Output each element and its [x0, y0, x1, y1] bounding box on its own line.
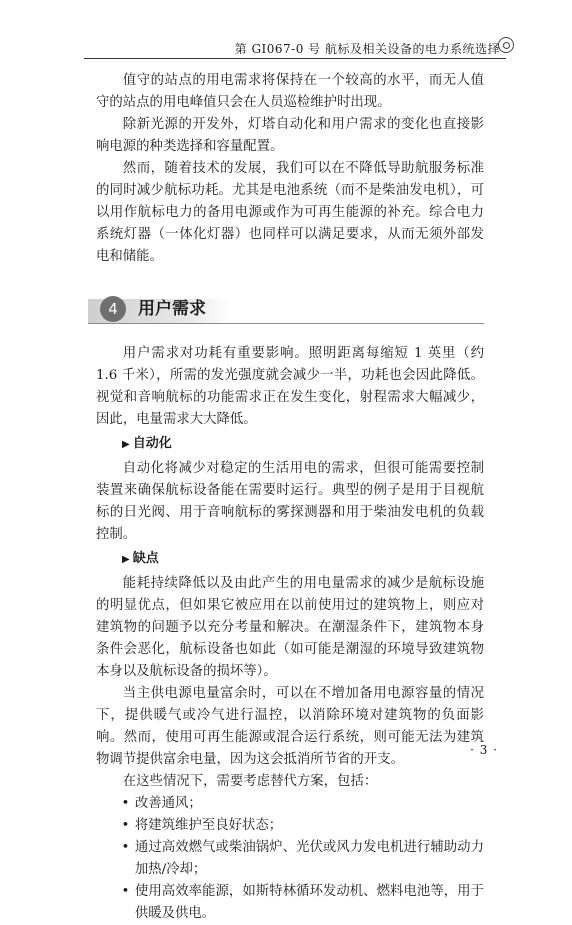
section-heading-rule: [88, 323, 484, 324]
intro-paragraph-1: 值守的站点的用电需求将保持在一个较高的水平，而无人值守的站点的用电峰值只会在人员巡检维护时出现。: [96, 73, 484, 110]
bullet-dot-icon: •: [121, 884, 130, 899]
subheading-automation-label: 自动化: [132, 436, 172, 451]
page-number: · 3 ·: [470, 743, 498, 757]
section-number-badge: 4: [100, 296, 126, 322]
header-title: 第 GI067-0 号 航标及相关设备的电力系统选择: [234, 42, 500, 56]
drawbacks-paragraph-1: 能耗持续降低以及由此产生的用电量需求的减少是航标设施的明显优点，但如果它被应用在以前使用过的建筑物上，则应对建筑物的问题予以充分考量和解决。在潮湿条件下，建筑物本身条件会恶化，航标设备也如此（如可能是潮湿的环境导致建筑物本身以及航标设备的损坏等）。: [96, 576, 484, 679]
triangle-marker-icon: ▶: [122, 554, 130, 565]
automation-paragraph-1: 自动化将减少对稳定的生活用电的需求，但很可能需要控制装置来确保航标设备能在需要时运行。典型的例子是用于目视航标的日光阀、用于音响航标的雾探测器和用于柴油发电机的负载控制。: [96, 461, 484, 542]
header-divider: [84, 58, 506, 59]
triangle-marker-icon: ▶: [122, 439, 130, 450]
section-paragraph-1: 用户需求对功耗有重要影响。照明距离每缩短 1 英里（约 1.6 千米），所需的发光强度就会减少一半，功耗也会因此降低。视觉和音响航标的功能需求正在发生变化，射程需求大幅减少，因此，电量需求大大降低。: [96, 346, 484, 427]
list-item: • 将建筑维护至良好状态；: [96, 815, 484, 837]
page-header: [0, 0, 572, 60]
drawbacks-paragraph-2: 当主供电源电量富余时，可以在不增加备用电源容量的情况下，提供暖气或冷气进行温控，以消除环境对建筑物的负面影响。然而，使用可再生能源或混合运行系统，则可能无法为建筑物调节提供富余电量，因为这会抵消所节省的开支。: [96, 686, 484, 767]
subheading-drawbacks: [122, 549, 484, 570]
bullet-dot-icon: •: [121, 818, 130, 833]
bullet-dot-icon: •: [121, 796, 130, 811]
section-heading: [88, 283, 484, 335]
list-item: • 使用高效率能源，如斯特林循环发动机、燃料电池等，用于供暖及供电。: [96, 881, 484, 925]
page-body: [96, 70, 484, 925]
header-logo-icon: [498, 37, 514, 53]
drawbacks-paragraph-3: 在这些情况下，需要考虑替代方案，包括：: [122, 774, 378, 789]
list-item: • 改善通风；: [96, 793, 484, 815]
subheading-drawbacks-label: 缺点: [132, 551, 159, 566]
section-title: 用户需求: [138, 299, 206, 319]
bullet-dot-icon: •: [121, 840, 130, 855]
intro-paragraph-3: 然而，随着技术的发展，我们可以在不降低导助航服务标准的同时减少航标功耗。尤其是电池系统（而不是柴油发电机），可以用作航标电力的备用电源或作为可再生能源的补充。综合电力系统灯器（一体化灯器）也同样可以满足要求，从而无须外部发电和储能。: [96, 161, 484, 264]
list-item: • 通过高效燃气或柴油锅炉、光伏或风力发电机进行辅助动力加热/冷却；: [96, 837, 484, 881]
alternatives-list: [96, 793, 484, 925]
subheading-automation: [122, 434, 484, 455]
intro-paragraph-2: 除新光源的开发外，灯塔自动化和用户需求的变化也直接影响电源的种类选择和容量配置。: [96, 117, 484, 154]
